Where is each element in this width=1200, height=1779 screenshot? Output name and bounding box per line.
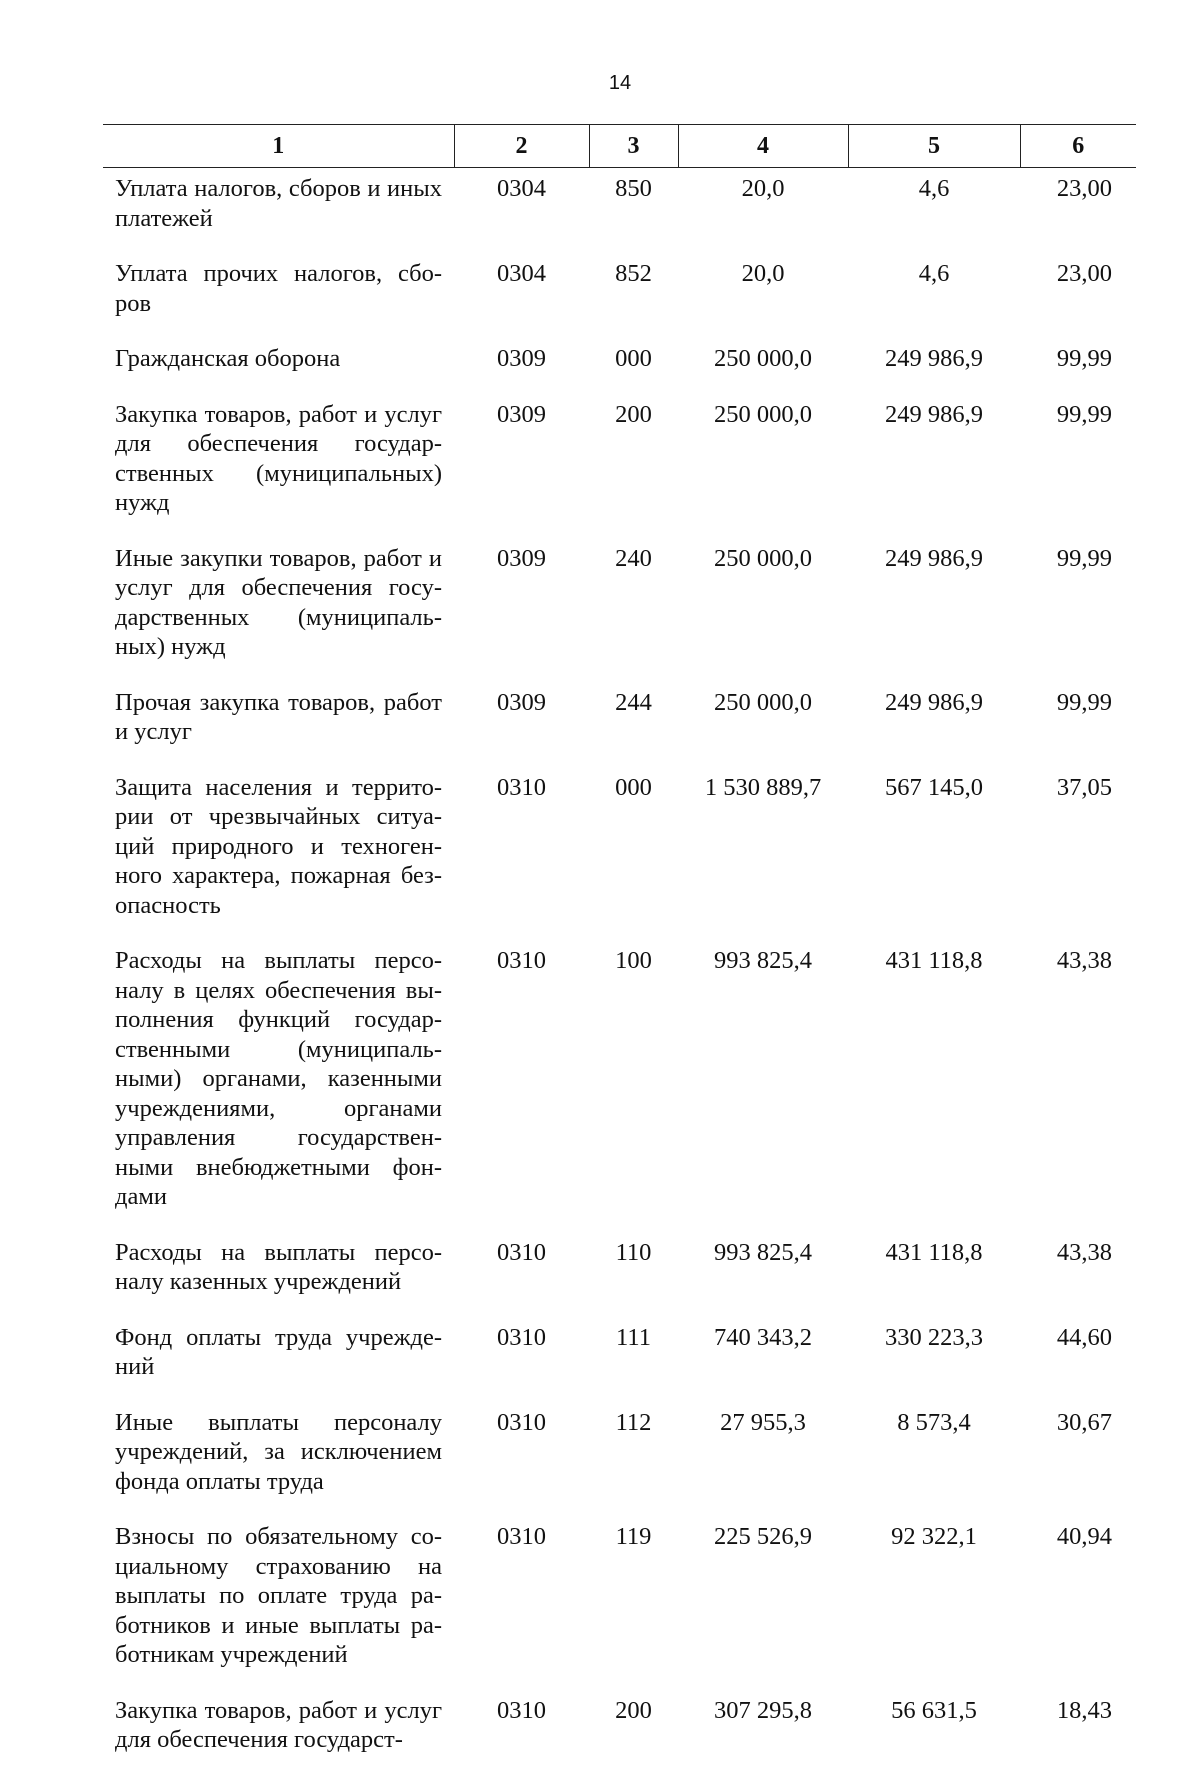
cell-name: Расходы на выплаты персо-налу казенных учреждений — [115, 1238, 442, 1295]
cell-expense-type: 200 — [615, 1696, 652, 1724]
table-row — [103, 944, 1136, 1236]
cell-actual: 4,6 — [918, 260, 950, 287]
cell-section-code: 0310 — [497, 773, 546, 801]
table-row — [103, 168, 1136, 258]
cell-plan: 250 000,0 — [714, 688, 812, 716]
cell-section-code: 0309 — [497, 688, 546, 716]
table-row — [103, 1321, 1136, 1406]
cell-percent: 99,99 — [1056, 345, 1112, 372]
cell-section-code: 0310 — [497, 1408, 546, 1436]
cell-actual: 4,6 — [918, 175, 950, 202]
cell-expense-type: 240 — [615, 544, 652, 572]
budget-execution-table — [103, 124, 1136, 1779]
cell-actual: 249 986,9 — [885, 688, 983, 716]
cell-name: Гражданская оборона — [115, 345, 341, 372]
cell-actual: 431 118,8 — [885, 947, 983, 974]
column-header-actual: 5 — [848, 125, 1020, 168]
cell-expense-type: 100 — [615, 947, 652, 974]
cell-name: Закупка товаров, работ и услуг для обеспечения государст- — [115, 1696, 442, 1753]
cell-section-code: 0304 — [497, 175, 546, 202]
table-row — [103, 1236, 1136, 1321]
table-row — [103, 257, 1136, 342]
cell-percent: 37,05 — [1056, 773, 1112, 801]
cell-expense-type: 111 — [616, 1323, 651, 1351]
column-header-plan: 4 — [678, 125, 848, 168]
cell-actual: 431 118,8 — [885, 1238, 983, 1266]
cell-plan: 993 825,4 — [714, 1238, 812, 1266]
cell-name: Закупка товаров, работ и услуг для обеспечения государ-ственных (муниципальных) нужд — [115, 400, 442, 516]
column-header-name: 1 — [103, 125, 454, 168]
page-number: 14 — [608, 72, 632, 94]
cell-plan: 307 295,8 — [714, 1696, 812, 1724]
table-row — [103, 342, 1136, 398]
cell-section-code: 0304 — [497, 260, 546, 287]
cell-percent: 43,38 — [1056, 1238, 1112, 1266]
cell-section-code: 0310 — [497, 1238, 546, 1266]
cell-name: Фонд оплаты труда учрежде-ний — [115, 1323, 442, 1380]
cell-expense-type: 852 — [615, 260, 652, 287]
cell-section-code: 0309 — [497, 345, 546, 372]
cell-percent: 44,60 — [1056, 1323, 1112, 1351]
cell-percent: 23,00 — [1056, 175, 1112, 202]
cell-plan: 250 000,0 — [714, 400, 812, 428]
cell-name: Уплата прочих налогов, сбо-ров — [115, 260, 442, 317]
cell-actual: 330 223,3 — [885, 1323, 983, 1351]
table-body — [103, 168, 1136, 1779]
cell-percent: 30,67 — [1056, 1408, 1112, 1436]
cell-percent: 99,99 — [1056, 544, 1112, 572]
cell-expense-type: 200 — [615, 400, 652, 428]
cell-section-code: 0310 — [497, 947, 546, 974]
cell-percent: 99,99 — [1056, 688, 1112, 716]
cell-plan: 250 000,0 — [714, 345, 812, 372]
cell-plan: 27 955,3 — [720, 1408, 806, 1436]
table-header-row — [103, 125, 1136, 168]
cell-section-code: 0310 — [497, 1523, 546, 1550]
cell-actual: 8 573,4 — [897, 1408, 971, 1436]
cell-actual: 249 986,9 — [885, 400, 983, 428]
cell-expense-type: 112 — [615, 1408, 652, 1436]
cell-expense-type: 000 — [615, 345, 652, 372]
cell-plan: 20,0 — [741, 260, 785, 287]
cell-actual: 56 631,5 — [891, 1696, 977, 1724]
column-header-section: 2 — [454, 125, 589, 168]
table-row — [103, 1520, 1136, 1694]
cell-expense-type: 000 — [615, 773, 652, 801]
table-row — [103, 1694, 1136, 1779]
cell-section-code: 0309 — [497, 400, 546, 428]
cell-name: Иные выплаты персоналу учреждений, за исключением фонда оплаты труда — [115, 1408, 442, 1495]
cell-expense-type: 119 — [615, 1523, 652, 1550]
column-header-percent: 6 — [1020, 125, 1136, 168]
cell-expense-type: 110 — [615, 1238, 652, 1266]
cell-percent: 18,43 — [1056, 1696, 1112, 1724]
cell-plan: 250 000,0 — [714, 544, 812, 572]
table-row — [103, 771, 1136, 945]
cell-percent: 40,94 — [1056, 1523, 1112, 1550]
cell-actual: 92 322,1 — [891, 1523, 977, 1550]
cell-name: Защита населения и террито-рии от чрезвычайных ситуа-ций природного и техноген-ного характера, пожарная без-опасность — [115, 773, 442, 919]
cell-percent: 99,99 — [1056, 400, 1112, 428]
table-row — [103, 542, 1136, 686]
cell-percent: 23,00 — [1056, 260, 1112, 287]
table-row — [103, 1406, 1136, 1521]
cell-plan: 225 526,9 — [714, 1523, 812, 1550]
cell-name: Расходы на выплаты персо-налу в целях обеспечения вы-полнения функций государ-ственными (муниципаль-ными) органами, казенными учреждениями, органами управления государствен-ными внебюджетными фон-дами — [115, 947, 442, 1210]
cell-percent: 43,38 — [1056, 947, 1112, 974]
cell-expense-type: 850 — [615, 175, 652, 202]
cell-expense-type: 244 — [615, 688, 652, 716]
cell-plan: 740 343,2 — [714, 1323, 812, 1351]
cell-actual: 249 986,9 — [885, 544, 983, 572]
cell-name: Иные закупки товаров, работ и услуг для обеспечения госу-дарственных (муниципаль-ных) нужд — [115, 544, 442, 660]
cell-actual: 249 986,9 — [885, 345, 983, 372]
cell-plan: 1 530 889,7 — [704, 773, 822, 801]
cell-name: Взносы по обязательному со-циальному страхованию на выплаты по оплате труда ра-ботников и иные выплаты ра-ботникам учреждений — [115, 1523, 442, 1668]
cell-section-code: 0310 — [497, 1696, 546, 1724]
cell-plan: 993 825,4 — [714, 947, 812, 974]
table-row — [103, 686, 1136, 771]
cell-actual: 567 145,0 — [885, 773, 983, 801]
column-header-expense-type: 3 — [589, 125, 678, 168]
cell-plan: 20,0 — [741, 175, 785, 202]
cell-section-code: 0310 — [497, 1323, 546, 1351]
cell-section-code: 0309 — [497, 544, 546, 572]
cell-name: Уплата налогов, сборов и иных платежей — [115, 175, 442, 232]
table-row — [103, 398, 1136, 542]
cell-name: Прочая закупка товаров, работ и услуг — [115, 688, 442, 745]
